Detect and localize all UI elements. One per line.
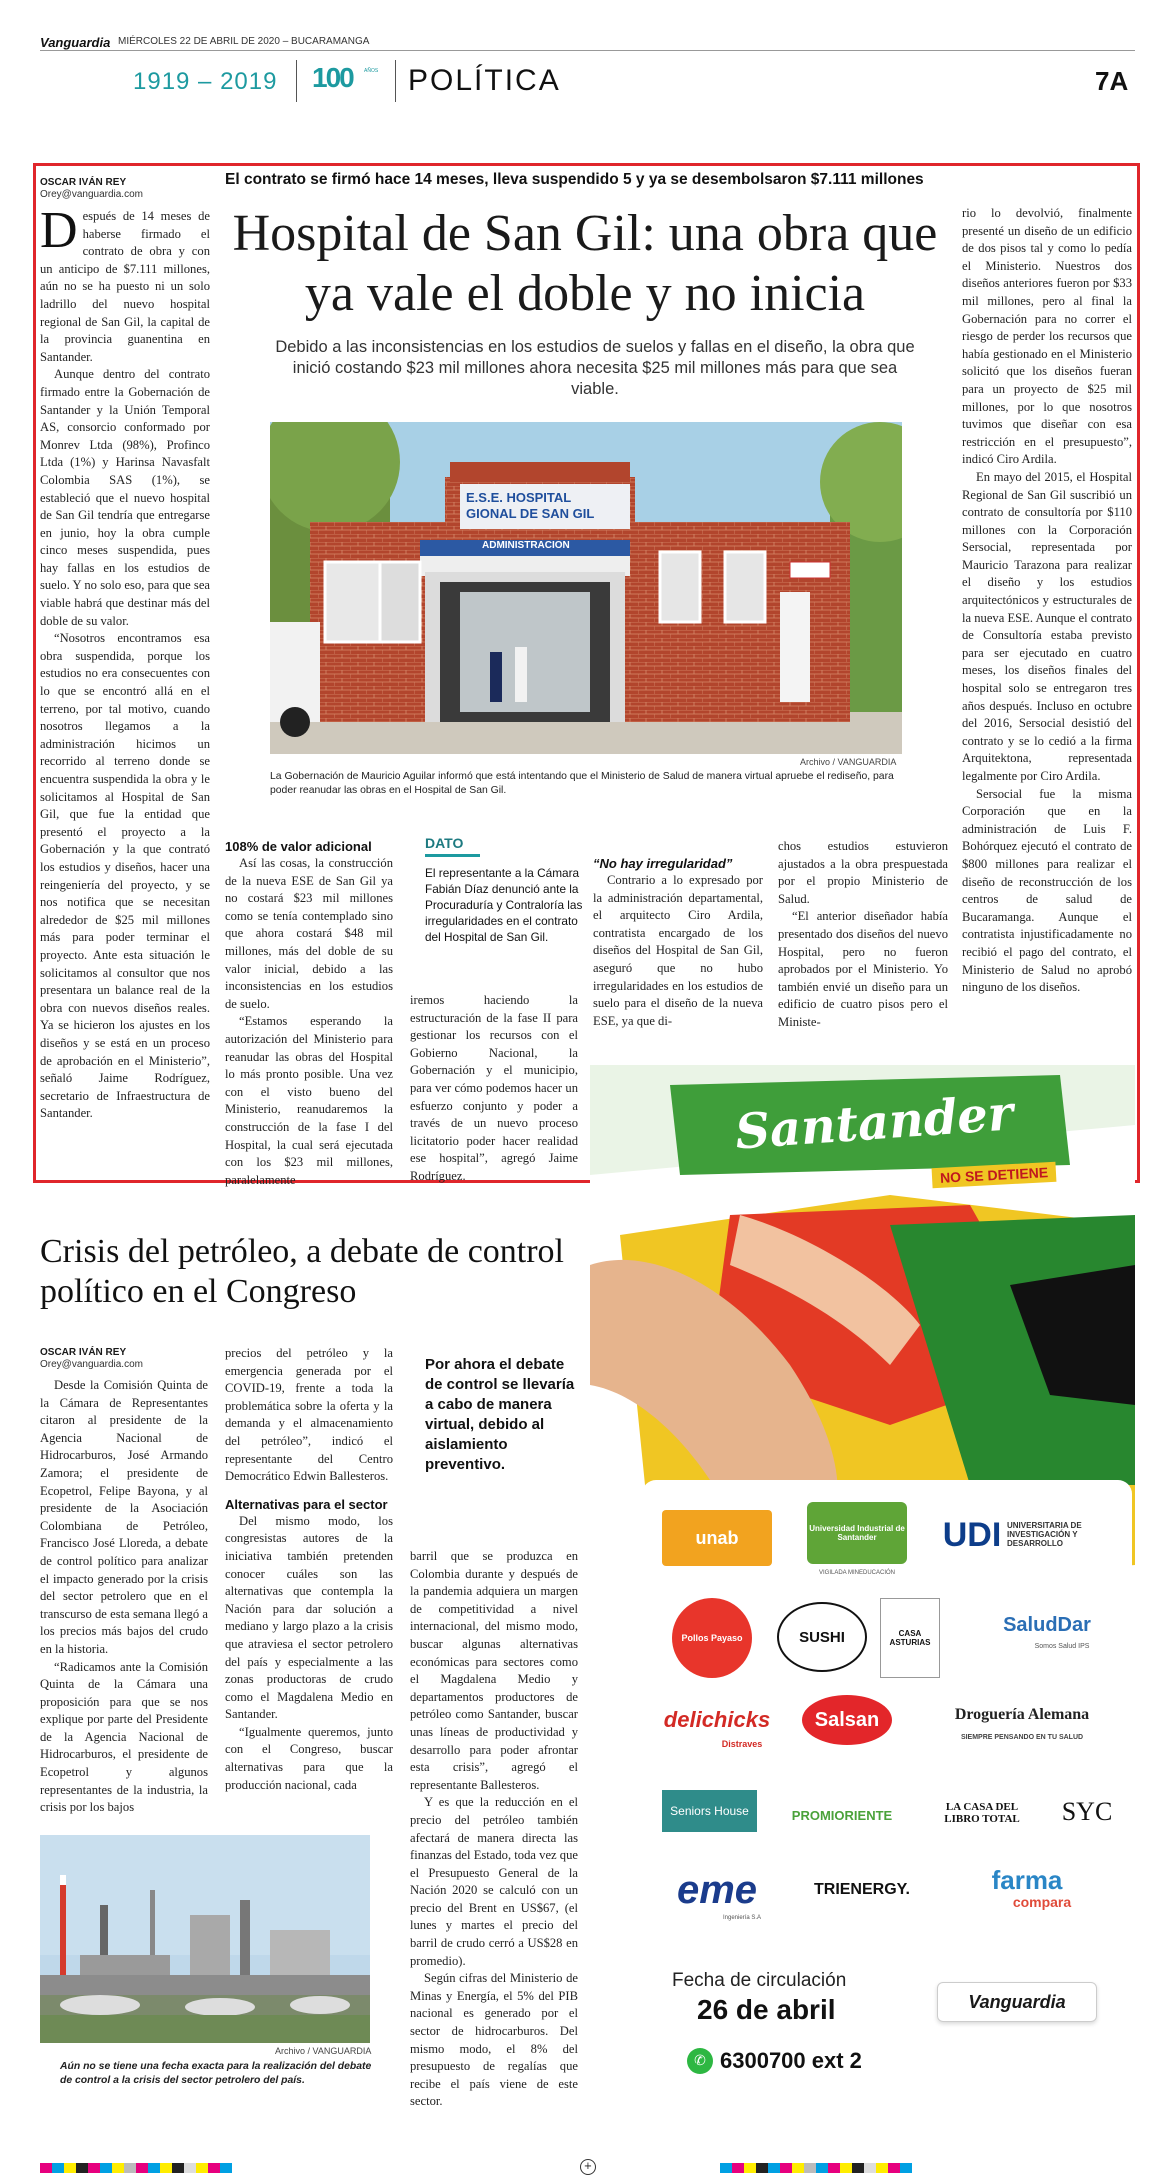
article2-column-3: [410, 1548, 578, 2111]
subheading: “No hay irregularidad”: [593, 856, 733, 871]
logo-drogueria-alemana: Droguería Alemana: [954, 1706, 1090, 1723]
logo-salsan: Salsan: [802, 1695, 892, 1745]
logo-udi: UDI: [942, 1515, 1002, 1554]
refinery-illustration: [40, 1835, 370, 2043]
santander-ad: [590, 1065, 1135, 2115]
header-divider: [296, 60, 297, 102]
vanguardia-badge-text: Vanguardia: [968, 1991, 1066, 2012]
logo-eme-sub: Ingeniería S.A: [722, 1915, 762, 1921]
print-registration-bar-left: [40, 2163, 232, 2173]
vanguardia-badge: [937, 1982, 1097, 2022]
body-paragraph: “El anterior diseñador había presentado dos diseños del nuevo Hospital, pero no fueron aprobados por el Ministerio. Yo también envié un diseño para un edificio de cuatro pisos pero el Ministe-: [778, 909, 948, 1029]
anniversary-word: AÑOS: [364, 68, 379, 74]
circulation-date: 26 de abril: [697, 1994, 836, 2025]
logo-promioriente: PROMIORIENTE: [791, 1807, 893, 1823]
logo-drogueria-sub: SIEMPRE PENSANDO EN TU SALUD: [960, 1733, 1084, 1741]
author-email: Orey@vanguardia.com: [40, 189, 143, 200]
drop-cap: D: [40, 202, 78, 259]
article1-column-3: [410, 992, 578, 1186]
article1-headline: Hospital de San Gil: una obra que ya vale el doble y no inicia: [232, 205, 938, 322]
logo-pollos: Pollos Payaso: [672, 1598, 752, 1678]
dato-text: El representante a la Cámara Fabián Díaz denunció ante la Procuraduría y Contraloría las irregularidades en el contrato del Hospital de San Gil.: [425, 866, 583, 944]
photo-credit: Archivo / VANGUARDIA: [800, 757, 897, 767]
body-paragraph: Según cifras del Ministerio de Minas y Energía, el 5% del PIB nacional es generado por el sector de hidrocarburos. Del mismo modo, el 8% del presupuesto de regalías que recibe el país viene de este sector.: [410, 1971, 578, 2109]
header-rule: [40, 50, 1135, 51]
body-paragraph: En mayo del 2015, el Hospital Regional de San Gil suscribió un contrato de consultoría por $110 millones con la Corporación Sersocial, representada por Mauricio Tarazona para realizar el diseño y los estudios arquitectónicos y estructurales de la nueva ESE. Aunque el contrato de Consultoría estaba previsto para ser ejecutado en cuatro meses, los diseños finales del hospital solo se entregaron tres años después. Incluso en octubre del 2016, Sersocial desistió del contrato y se lo cedió a la firma Arquitektona, representada legalmente por Ciro Ardila.: [962, 469, 1132, 783]
logo-farma: farma: [991, 1864, 1063, 1895]
body-paragraph: “Igualmente queremos, junto con el Congreso, buscar alternativas para que la producción nacional, cada: [225, 1724, 393, 1792]
print-registration-bar-right: [720, 2163, 912, 2173]
body-paragraph: Y es que la reducción en el precio del petróleo también afectará de manera directa las finanzas del Estado, toda vez que el Presupuesto General de la Nación 2020 se calculó con un precio del Brent en US$67, (el lunes y martes el precio del barril de crudo cerró a US$28 en promedio).: [410, 1795, 578, 1968]
author-email: Orey@vanguardia.com: [40, 1359, 143, 1370]
photo-credit: Archivo / VANGUARDIA: [275, 2046, 372, 2056]
body-paragraph: “Nosotros encontramos esa obra suspendida, porque los estudios no era consecuentes con lo que se encontró allá en el terreno, por tal motivo, cuando nosotros llegamos a la administración hicimos un recorrido al terreno donde se encuentra suspendida la obra y le solicitamos al Hospital de San Gil, que fue la entidad que presentó el proyecto a la Gobernación y la que contrató los estudios y diseños, hacer una reingeniería del proyecto, y se nos notifica que se necesitan alrededor de $25 mil millones más para poder terminar el proyecto. Ante esta situación le solicitamos al consultor que nos presentara un balance real de la obra con nuevos diseños reales. Ya se hicieron los ajustes en los diseños y se está en un proceso de aprobación en el Ministerio”, señaló Jaime Rodríguez, secretario de Infraestructura de Santander.: [40, 631, 210, 1121]
ad-phone: 6300700 ext 2: [720, 2048, 862, 2073]
body-paragraph: precios del petróleo y la emergencia generada por el COVID-19, frente a toda la problemática sobre la oferta y la demanda y el almacenamiento del petróleo”, indicó el representante del Centro Democrático Edwin Ballesteros.: [225, 1346, 393, 1484]
crosshair-icon: +: [580, 2159, 596, 2175]
logo-delichicks: delichicks: [663, 1707, 771, 1732]
author-name: OSCAR IVÁN REY: [40, 177, 127, 188]
logo-compara: compara: [1012, 1894, 1072, 1910]
santander-slogan: NO SE DETIENE: [932, 1162, 1057, 1188]
body-paragraph: Contrario a lo expresado por la administración departamental, el arquitecto Ciro Ardila, contratista encargado de los diseños del Hospital de San Gil, aseguró que no hubo irregularidades en los estudios de suelo para el diseño de la nueva ESE, ya que di-: [593, 873, 763, 1028]
author-name: OSCAR IVÁN REY: [40, 1347, 127, 1358]
article2-column-2: [225, 1345, 393, 1794]
article1-byline: [40, 177, 143, 201]
body-paragraph: espués de 14 meses de haberse firmado el contrato de obra y con un anticipo de $7.111 millones, aún no se ha puesto ni un solo ladrillo del nuevo hospital regional de San Gil, la capital de la provincia guanentina en Santander.: [40, 209, 210, 364]
body-paragraph: Aunque dentro del contrato firmado entre la Gobernación de Santander y la Unión Temporal AS, consorcio conformado por Monrev Ltda (98%), Profinco Ltda (1%) y Harinsa Navasfalt Colombia SAS (1%), se estableció que el nuevo hospital de San Gil tendría que entregarse en junio, hoy la obra cumple cinco meses suspendida, pues hay fallas en los estudios de suelo. Y no solo eso, para que sea viable habrá que destinar más del doble de su valor.: [40, 367, 210, 628]
logo-unab: unab: [662, 1510, 772, 1566]
header-divider-2: [395, 60, 396, 102]
photo-caption: Aún no se tiene una fecha exacta para la realización del debate de control a la crisis del sector petrolero del país.: [60, 2061, 372, 2086]
header-years: 1919 – 2019: [133, 68, 278, 95]
administracion-sign: ADMINISTRACION: [482, 540, 570, 551]
page-number: 7A: [1095, 66, 1129, 96]
body-paragraph: Así las cosas, la construcción de la nueva ESE de San Gil ya no costará $23 mil millones como se tenía contemplado sino que ahora costará $48 mil millones, más del doble de su valor inicial, debido a las inconsistencias en los estudios de suelo.: [225, 856, 393, 1011]
whatsapp-icon: ✆: [687, 2048, 713, 2074]
body-paragraph: “Radicamos ante la Comisión Quinta de la Cámara una proposición para que se nos explique por parte del Presidente de la Agencia Nacional de Hidrocarburos, el presidente de Ecopetrol y algunos representantes de la industria, la crisis por los bajos: [40, 1659, 208, 1815]
santander-brand: Santander: [733, 1085, 1015, 1161]
dato-box: [425, 835, 590, 945]
dato-rule: [425, 854, 480, 857]
article2-column-1: [40, 1377, 208, 1817]
article2-headline: Crisis del petróleo, a debate de control político en el Congreso: [40, 1233, 564, 1310]
logo-uis: Universidad Industrial de Santander: [807, 1502, 907, 1564]
refinery-photo: [40, 1835, 370, 2043]
body-paragraph: Del mismo modo, los congresistas autores de la iniciativa también pretenden conocer cuáles son las alternativas que contempla la Nación para dar solución a mediano y largo plazo a la crisis que atraviesa el sector petrolero del país y especialmente a las zonas productoras de crudo como el Magdalena Medio en Santander.: [225, 1513, 393, 1722]
body-paragraph: “Estamos esperando la autorización del Ministerio para reanudar las obras del Hospital lo más pronto posible. Una vez con el visto bueno del Ministerio, reanudaremos la construcción de la fase I del Hospital, la cual será ejecutada con los $23 mil millones, paralelamente: [225, 1014, 393, 1187]
article1-column-6: [962, 205, 1132, 997]
logo-seniors-house: Seniors House: [662, 1790, 757, 1832]
logo-syc: SYC: [1061, 1797, 1113, 1826]
anniversary-logo: [312, 62, 380, 98]
article1-column-1: [40, 202, 210, 1123]
circulation-label: Fecha de circulación: [672, 1970, 847, 1991]
body-paragraph: iremos haciendo la estructuración de la fase II para gestionar los recursos con el Gobierno Nacional, la Gobernación y el municipio, para ver cómo podemos hacer un esfuerzo conjunto y poder a través de un nuevo proceso licitatorio poder hacer realidad ese hospital”, agregó Jaime Rodríguez.: [410, 993, 578, 1183]
dato-label: DATO: [425, 835, 464, 851]
anniversary-number: 100: [312, 62, 353, 93]
header-dateline: MIÉRCOLES 22 DE ABRIL DE 2020 – BUCARAMANGA: [118, 36, 370, 47]
pull-quote: Por ahora el debate de control se llevaría a cabo de manera virtual, debido al aislamiento preventivo.: [425, 1356, 575, 1473]
article1-column-2: [225, 838, 393, 1189]
subheading: Alternativas para el sector: [225, 1496, 388, 1512]
hospital-sign-bottom: GIONAL DE SAN GIL: [466, 506, 595, 521]
hospital-photo: [270, 422, 902, 754]
article1-deck: Debido a las inconsistencias en los estudios de suelos y fallas en el diseño, la obra que inició costando $23 mil millones ahora necesita $25 mil millones más para que sea viable.: [275, 338, 915, 398]
hospital-illustration: [270, 422, 902, 754]
logo-distraves: Distraves: [721, 1739, 763, 1749]
logo-vigilada: VIGILADA MINEDUCACIÓN: [818, 1570, 895, 1576]
photo-caption: La Gobernación de Mauricio Aguilar informó que está intentando que el Ministerio de Salud de manera virtual apruebe el rediseño, para poder reanudar las obras en el Hospital de San Gil.: [270, 771, 894, 796]
header-paper: Vanguardia: [40, 35, 111, 50]
hospital-sign-top: E.S.E. HOSPITAL: [466, 490, 572, 505]
logo-eme: eme: [676, 1867, 758, 1912]
subheading: 108% de valor adicional: [225, 839, 372, 854]
article1-column-5: [778, 838, 948, 1032]
body-paragraph: Sersocial fue la misma Corporación que en la administración de Luis F. Bohórquez ejecutó el contrato de $800 millones para realizar el diseño de reconstrucción de los centros de salud de Bucaramanga. Aunque el contratista injustificadamente no recibió el pago del contrato, el Ministerio de Salud no aprobó ninguno de los diseños.: [962, 786, 1132, 995]
logo-udi-text: UNIVERSITARIA DE INVESTIGACIÓN Y DESARROLLO: [1007, 1520, 1082, 1548]
article1-column-4: [593, 855, 763, 1030]
logo-saluddar: SaludDar: [1003, 1613, 1091, 1636]
logo-saluddar-sub: Somos Salud IPS: [1034, 1642, 1090, 1650]
body-paragraph: barril que se produzca en Colombia durante y después de la pandemia adquiera un margen de competitividad a nivel internacional, del mismo modo, buscar algunas alternativas económicas para sectores como el Magdalena Medio y departamentos productores de petróleo como Santander, buscar unas líneas de productividad y desarrollo para poder afrontar esta crisis”, agregó el representante Ballesteros.: [410, 1549, 578, 1792]
logo-casa-asturias: CASA ASTURIAS: [880, 1598, 940, 1678]
article1-kicker: El contrato se firmó hace 14 meses, lleva suspendido 5 y ya se desembolsaron $7.111 millones: [225, 171, 924, 188]
sponsor-panel: [642, 1480, 1132, 2100]
logo-casa-libro: LA CASA DEL LIBRO TOTAL: [944, 1801, 1020, 1825]
article2-byline: [40, 1347, 143, 1371]
body-paragraph: chos estudios estuvieron ajustados a la obra prespuestada por el propio Ministerio de Salud.: [778, 839, 948, 906]
body-paragraph: rio lo devolvió, finalmente presenté un diseño de un edificio de dos pisos tal y como lo pedía el Ministerio. Nuestros dos diseños anteriores fueron por $33 mil millones, pero al final la Gobernación para no correr el riesgo de perder los recursos que había gestionado en el Ministerio solicitó que los diseños fueran para un proyecto de $25 mil millones, por lo que nosotros tuvimos que diseñar con esa restricción en el presupuesto”, indicó Ciro Ardila.: [962, 206, 1132, 467]
logo-sushi: SUSHI: [777, 1602, 867, 1672]
section-title: POLÍTICA: [408, 64, 561, 97]
logo-trienergy: TRIENERGY.: [813, 1881, 910, 1898]
body-paragraph: Desde la Comisión Quinta de la Cámara de Representantes citaron al presidente de la Agencia Nacional de Hidrocarburos, José Armando Zamora; el presidente de Ecopetrol, Felipe Bayona, y al presidente de la Asociación Colombiana de Petróleo, Francisco José Lloreda, a debate de control político para analizar el impacto generado por la crisis del sector petrolero que en el transcurso de esta semana llegó a los precios más bajos del crudo en la historia.: [40, 1378, 208, 1656]
